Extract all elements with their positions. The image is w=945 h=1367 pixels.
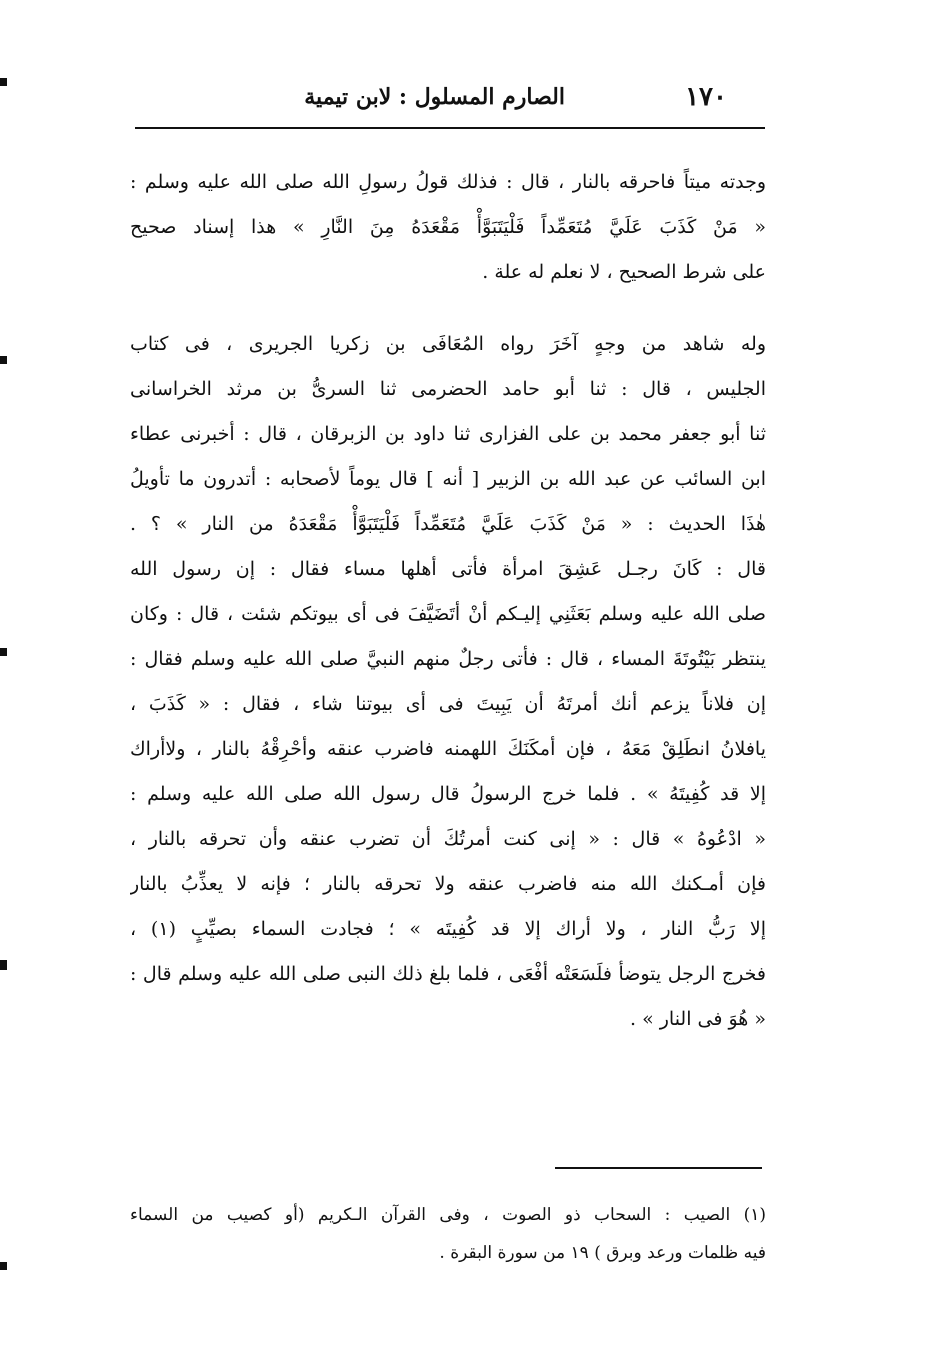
footnote xyxy=(130,1196,766,1272)
paragraph-1 xyxy=(130,160,766,295)
paragraph-2 xyxy=(130,322,766,1042)
scan-edge-mark xyxy=(0,356,7,364)
text-line: فإن أمـكنك الله منه فاضرب عنقه ولا تحرقه بالنار ؛ فإنه لا يعذِّبُ بالنار xyxy=(130,873,766,895)
page-header xyxy=(135,82,765,124)
main-text xyxy=(130,160,766,1042)
text-line: وله شاهد من وجهٍ آخَرَ رواه المُعَافَى بن زكريا الجريرى ، فى كتاب xyxy=(130,333,766,355)
text-line: « هُوَ فى النار » . xyxy=(629,1008,766,1030)
text-line: الجليس ، قال : ثنا أبو حامد الحضرمى ثنا السرىُّ بن مرثد الخراسانى xyxy=(130,378,766,400)
footnote-line: فيه ظلمات ورعد وبرق ) ١٩ من سورة البقرة . xyxy=(439,1243,766,1263)
text-line: إلا قد كُفِيتَهُ » . فلما خرج الرسولُ قال رسول الله صلى الله عليه وسلم : xyxy=(130,783,766,805)
footnote-rule xyxy=(555,1167,762,1169)
text-line: صلى الله عليه وسلم بَعَثَنِي إليـكم أنْ أتَضَيَّفَ فى أى بيوتكم شئت ، قال : وكان xyxy=(130,603,766,625)
text-line: « ادْعُوهُ » قال : « إنى كنت أمرتُكَ أن تضرب عنقه وأن تحرقه بالنار ، xyxy=(130,828,766,850)
scan-edge-mark xyxy=(0,960,7,970)
scan-edge-mark xyxy=(0,78,7,86)
text-line: وجدته ميتاً فاحرقه بالنار ، قال : فذلك قولُ رسولِ الله صلى الله عليه وسلم : xyxy=(130,171,766,193)
text-line: إن فلاناً يزعم أنك أمرتَهُ أن يَبِيتَ فى أى بيوتنا شاء ، فقال : « كَذَبَ ، xyxy=(130,693,766,715)
text-line: على شرط الصحيح ، لا نعلم له علة . xyxy=(482,261,766,283)
footnote-line: (١) الصيب : السحاب ذو الصوت ، وفى القرآن الـكريم (أو كصيب من السماء xyxy=(130,1205,766,1225)
scan-edge-mark xyxy=(0,648,7,656)
running-title: الصارم المسلول : لابن تيمية xyxy=(304,84,565,110)
text-line: ثنا أبو جعفر محمد بن على الفزارى ثنا داود بن الزبرقان ، قال : أخبرنى عطاء xyxy=(130,423,766,445)
text-line: إلا رَبُّ النار ، ولا أراك إلا قد كُفِيتَه » ؛ فجادت السماء بصيِّبٍ (١) ، xyxy=(130,918,766,940)
text-line: يافلانُ انطَلِقْ مَعَهُ ، فإن أمكَنَكَ اللهمنه فاضرب عنقه وأحْرِقْهُ بالنار ، ولاأراك xyxy=(130,738,766,760)
text-line: « مَنْ كَذَبَ عَلَيَّ مُتَعَمِّداً فَلْيَتَبَوَّأْ مَقْعَدَهُ مِنَ النَّارِ » هذا إسناد صحيح xyxy=(130,216,766,238)
header-rule xyxy=(135,127,765,129)
scan-edge-mark xyxy=(0,1262,7,1270)
text-line: ابن السائب عن عبد الله بن الزبير [ أنه ] قال يوماً لأصحابه : أتدرون ما تأويلُ xyxy=(130,468,766,490)
text-line: ينتظر بَيْتُوتَةَ المساء ، قال : فأتى رجلٌ منهم النبيَّ صلى الله عليه وسلم فقال : xyxy=(130,648,766,670)
text-line: فخرج الرجل يتوضأ فلَسَعَتْه أفْعَى ، فلما بلغ ذلك النبى صلى الله عليه وسلم قال : xyxy=(130,963,766,985)
page-number: ١٧٠ xyxy=(685,82,727,112)
text-line: قال : كَانَ رجـل عَشِقَ امرأة فأتى أهلها مساء فقال : إن رسول الله xyxy=(130,558,766,580)
text-line: هٰذَا الحديث : « مَنْ كَذَبَ عَلَيَّ مُتَعَمِّداً فَلْيَتَبَوَّأْ مَقْعَدَهُ من النار » ؟ . xyxy=(130,513,766,535)
